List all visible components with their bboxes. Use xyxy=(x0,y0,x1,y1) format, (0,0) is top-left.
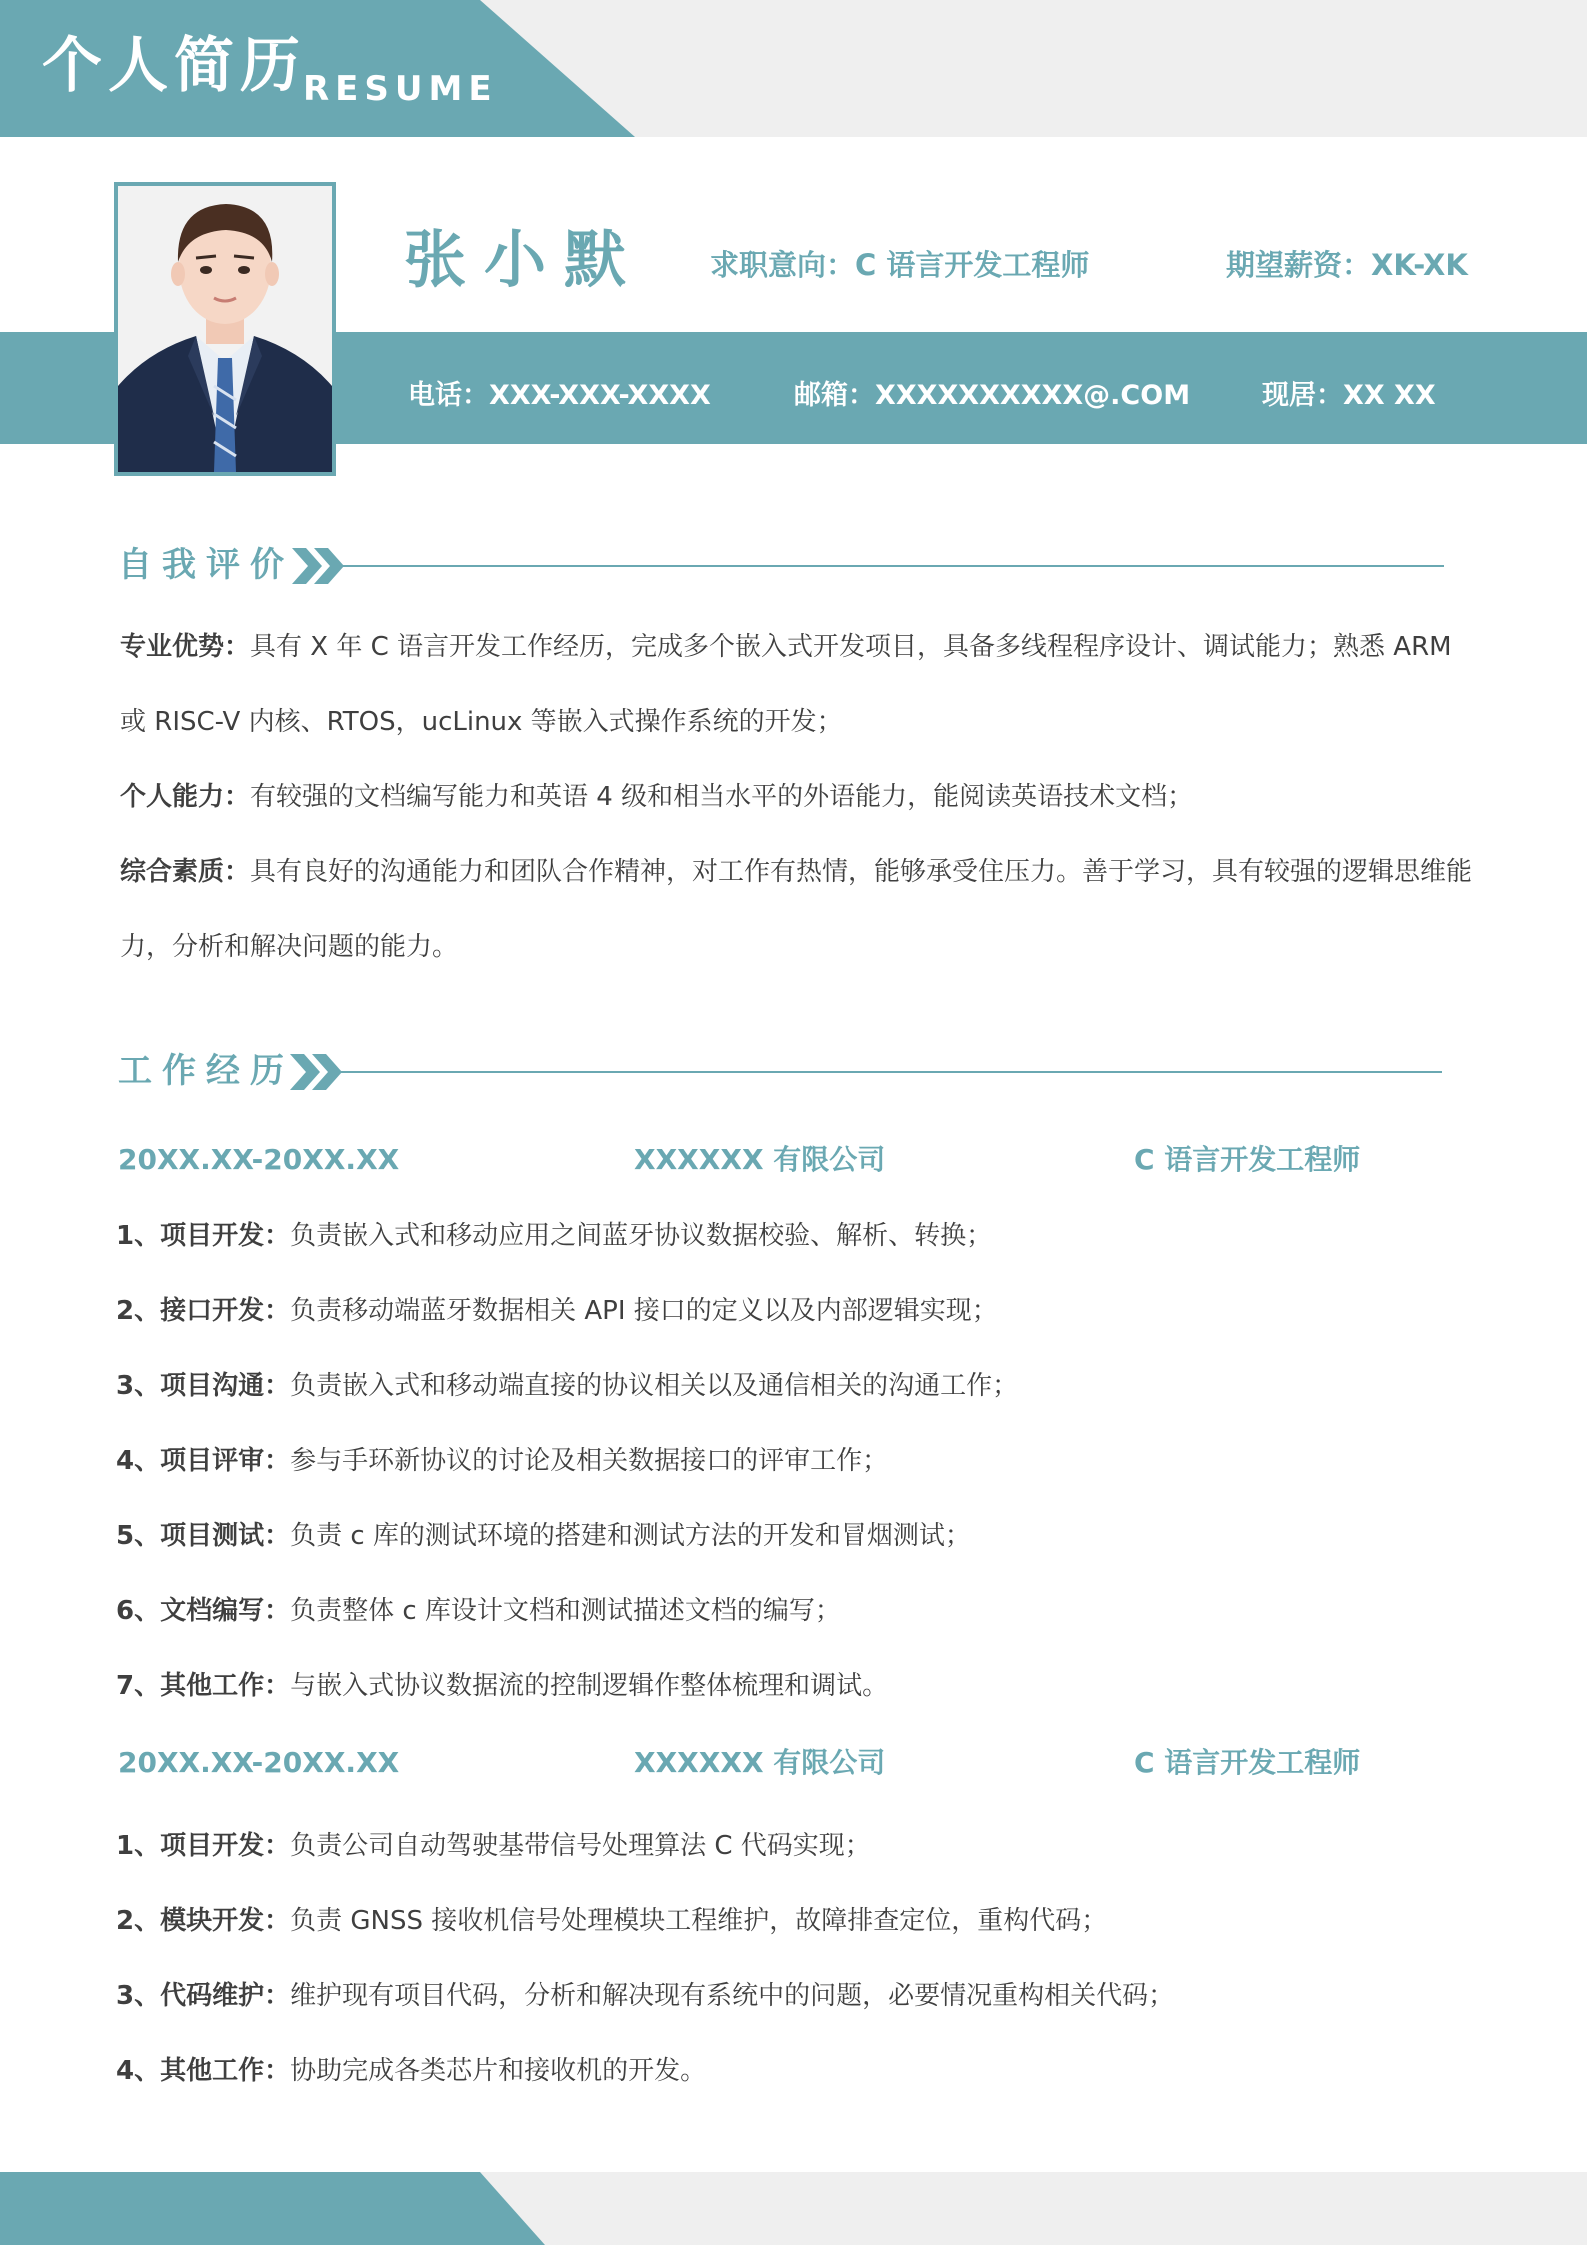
email: 邮箱：XXXXXXXXXX@.COM xyxy=(794,380,1191,411)
footer-band xyxy=(0,2172,545,2245)
job-duty: 7、其他工作：与嵌入式协议数据流的控制逻辑作整体梳理和调试。 xyxy=(116,1671,889,1701)
job-company: XXXXXX 有限公司 xyxy=(634,1143,886,1176)
expected-salary: 期望薪资：XK-XK xyxy=(1226,248,1468,282)
self-eval-item: 专业优势：具有 X 年 C 语言开发工作经历，完成多个嵌入式开发项目，具备多线程程序设计、调试能力；熟悉 ARM 或 RISC-V 内核、RTOS，ucLinux 等嵌入式操作系统的开发； xyxy=(120,632,1452,737)
job-duty: 6、文档编写：负责整体 c 库设计文档和测试描述文档的编写； xyxy=(116,1596,841,1626)
job-duty: 4、其他工作：协助完成各类芯片和接收机的开发。 xyxy=(116,2056,707,2086)
resume-subtitle: RESUME xyxy=(303,69,498,109)
job-company: XXXXXX 有限公司 xyxy=(634,1746,886,1779)
job-duty: 4、项目评审：参与手环新协议的讨论及相关数据接口的评审工作； xyxy=(116,1446,889,1476)
job-duty: 3、项目沟通：负责嵌入式和移动端直接的协议相关以及通信相关的沟通工作； xyxy=(116,1371,1019,1401)
job-period: 20XX.XX-20XX.XX xyxy=(118,1746,400,1779)
profile-photo xyxy=(114,182,336,476)
work-divider xyxy=(338,1071,1442,1073)
job-role: C 语言开发工程师 xyxy=(1134,1143,1361,1176)
job-duty: 1、项目开发：负责嵌入式和移动应用之间蓝牙协议数据校验、解析、转换； xyxy=(116,1221,993,1251)
work-title: 工作经历 xyxy=(118,1051,294,1091)
resume-title: 个人简历 xyxy=(42,31,306,101)
phone: 电话：XXX-XXX-XXXX xyxy=(408,380,711,411)
candidate-name: 张小默 xyxy=(404,223,645,296)
person-portrait-icon xyxy=(118,186,332,472)
self-eval-item: 个人能力：有较强的文档编写能力和英语 4 级和相当水平的外语能力，能阅读英语技术文档； xyxy=(120,782,1194,812)
job-duty: 2、模块开发：负责 GNSS 接收机信号处理模块工程维护，故障排查定位，重构代码； xyxy=(116,1906,1108,1936)
job-period: 20XX.XX-20XX.XX xyxy=(118,1143,400,1176)
job-duty: 3、代码维护：维护现有项目代码，分析和解决现有系统中的问题，必要情况重构相关代码； xyxy=(116,1981,1175,2011)
location: 现居：XX XX xyxy=(1262,380,1436,411)
job-role: C 语言开发工程师 xyxy=(1134,1746,1361,1779)
job-intent: 求职意向：C 语言开发工程师 xyxy=(710,248,1090,282)
job-duty: 1、项目开发：负责公司自动驾驶基带信号处理算法 C 代码实现； xyxy=(116,1831,871,1861)
job-duty: 2、接口开发：负责移动端蓝牙数据相关 API 接口的定义以及内部逻辑实现； xyxy=(116,1296,998,1326)
self-eval-divider xyxy=(340,565,1444,567)
self-eval-item: 综合素质：具有良好的沟通能力和团队合作精神，对工作有热情，能够承受住压力。善于学习，具有较强的逻辑思维能力，分析和解决问题的能力。 xyxy=(120,857,1473,962)
self-eval-title: 自我评价 xyxy=(118,545,294,585)
job-duty: 5、项目测试：负责 c 库的测试环境的搭建和测试方法的开发和冒烟测试； xyxy=(116,1521,971,1551)
